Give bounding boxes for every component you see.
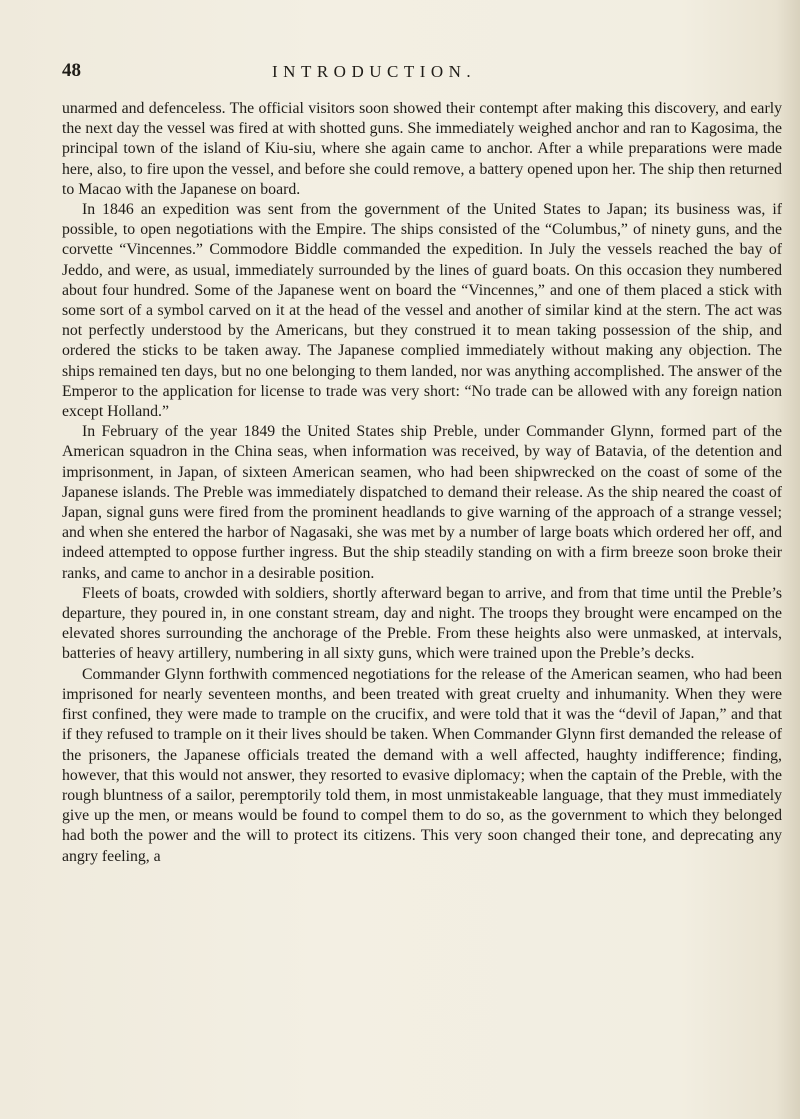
page-number: 48 — [62, 60, 81, 81]
page-header — [62, 62, 742, 86]
running-head: INTRODUCTION. — [272, 62, 477, 81]
body-text — [62, 99, 782, 867]
paragraph-negotiations: Commander Glynn forthwith commenced negotiations for the release of the American seamen, who had been imprisoned for nearly seventeen months, and been treated with great cruelty and inhumanity. When they were first confined, they were made to trample on the crucifix, and were told that it was the “devil of Japan,” and that if they refused to trample on it their lives should be taken. When Commander Glynn first demanded the release of the prisoners, the Japanese officials treated the demand with a well affected, haughty indifference; finding, however, that this would not answer, they resorted to evasive diplomacy; when the captain of the Preble, with the rough bluntness of a sailor, peremptorily told them, in most unmistakeable language, that they must immediately give up the men, or means would be found to compel them to do so, as the government to which they belonged had both the power and the will to protect its citizens. This very soon changed their tone, and deprecating any angry feeling, a — [62, 665, 782, 865]
paragraph-fleets-of-boats: Fleets of boats, crowded with soldiers, shortly afterward began to arrive, and from that time until the Preble’s departure, they poured in, in one constant stream, day and night. The troops they brought were encamped on the elevated shores surrounding the anchorage of the Preble. From these heights also were unmasked, at intervals, batteries of heavy artillery, numbering in all sixty guns, which were trained upon the Preble’s decks. — [62, 584, 782, 663]
paragraph-1849-preble: In February of the year 1849 the United States ship Preble, under Commander Glynn, formed part of the American squadron in the China seas, when information was received, by way of Batavia, of the detention and imprisonment, in Japan, of sixteen American seamen, who had been shipwrecked on the coast of some of the Japanese islands. The Preble was immediately dispatched to demand their release. As the ship neared the coast of Japan, signal guns were fired from the prominent headlands to give warning of the approach of a strange vessel; and when she entered the harbor of Nagasaki, she was met by a number of large boats which ordered her off, and indeed attempted to oppose further ingress. But the ship steadily standing on with a firm breeze soon broke their ranks, and came to anchor in a desirable position. — [62, 423, 782, 582]
paragraph-1846-expedition: In 1846 an expedition was sent from the government of the United States to Japan; its business was, if possible, to open negotiations with the Empire. The ships consisted of the “Columbus,” of ninety guns, and the corvette “Vincennes.” Commodore Biddle commanded the expedition. In July the vessels reached the bay of Jeddo, and were, as usual, immediately surrounded by the lines of guard boats. On this occasion they numbered about four hundred. Some of the Japanese went on board the “Vincennes,” and one of them placed a stick with some sort of a symbol carved on it at the head of the vessel and another of similar kind at the stern. The act was not perfectly understood by the Americans, but they construed it to mean taking possession of the ship, and ordered the sticks to be taken away. The Japanese complied immediately without making any objection. The ships remained ten days, but no one belonging to them landed, nor was anything accomplished. The answer of the Emperor to the application for license to trade was very short: “No trade can be allowed with any foreign nation except Holland.” — [62, 201, 782, 421]
paragraph-continuation: unarmed and defenceless. The official visitors soon showed their contempt after making this discovery, and early the next day the vessel was fired at with shotted guns. She immediately weighed anchor and ran to Kagosima, the principal town of the island of Kiu-siu, where she again came to anchor. After a while preparations were made here, also, to fire upon the vessel, and before she could remove, a battery opened upon her. The ship then returned to Macao with the Japanese on board. — [62, 100, 782, 198]
